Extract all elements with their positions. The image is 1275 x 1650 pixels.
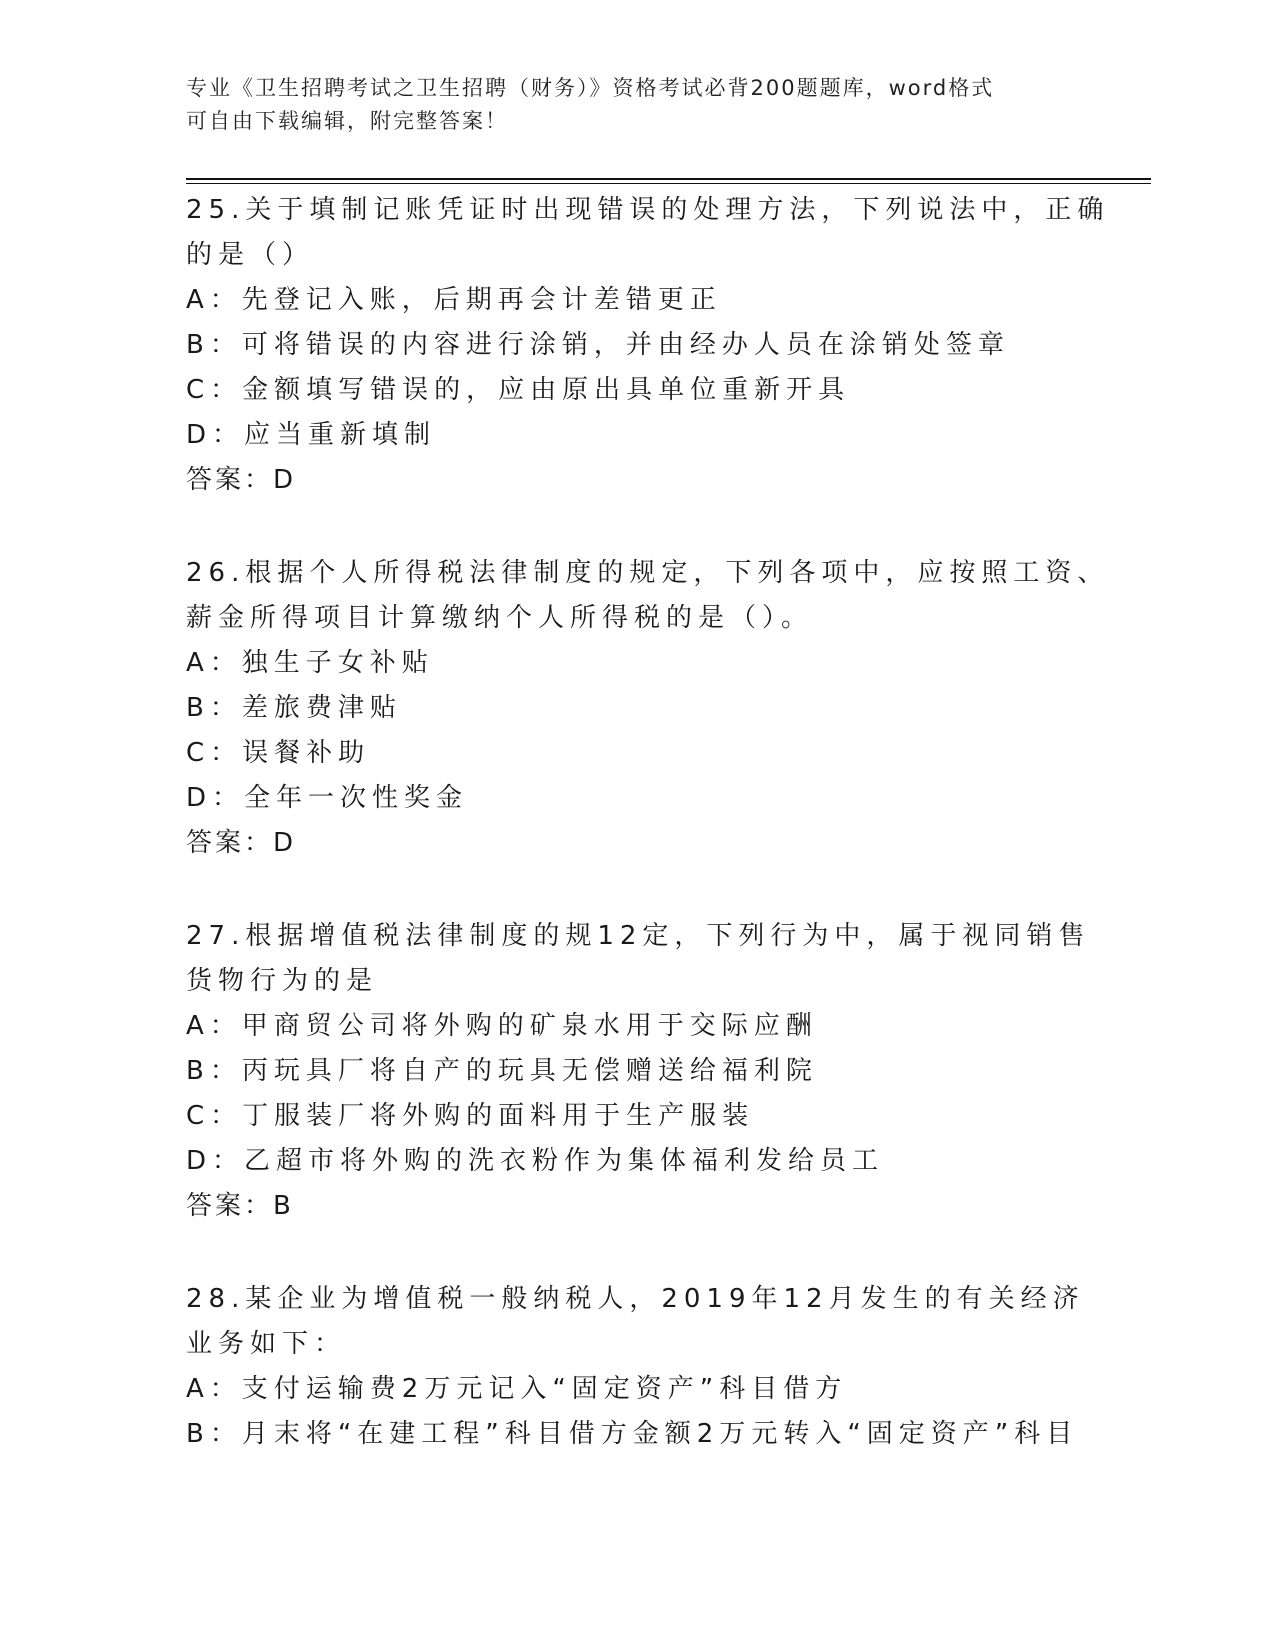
option-b: B：月末将“在建工程”科目借方金额2万元转入“固定资产”科目 (186, 1419, 1079, 1449)
answer: 答案：D (186, 828, 297, 858)
option-d: D：应当重新填制 (186, 420, 437, 450)
document-header (186, 72, 1086, 138)
option-d: D：全年一次性奖金 (186, 783, 469, 813)
option-b: B：丙玩具厂将自产的玩具无偿赠送给福利院 (186, 1056, 818, 1086)
header-intro-line-2: 可自由下载编辑，附完整答案！ (186, 109, 508, 133)
question-27 (186, 914, 1116, 1229)
option-a: A：支付运输费2万元记入“固定资产”科目借方 (186, 1374, 848, 1404)
question-list (186, 188, 1116, 1505)
option-b: B：可将错误的内容进行涂销，并由经办人员在涂销处签章 (186, 330, 1010, 360)
option-b: B：差旅费津贴 (186, 693, 402, 723)
question-text: 25.关于填制记账凭证时出现错误的处理方法，下列说法中，正确的是（） (186, 195, 1110, 270)
option-c: C：金额填写错误的，应由原出具单位重新开具 (186, 375, 851, 405)
header-divider (186, 178, 1151, 184)
option-c: C：丁服装厂将外购的面料用于生产服装 (186, 1101, 755, 1131)
option-c: C：误餐补助 (186, 738, 371, 768)
question-text: 28.某企业为增值税一般纳税人，2019年12月发生的有关经济业务如下： (186, 1284, 1085, 1359)
answer: 答案：D (186, 465, 297, 495)
option-a: A：独生子女补贴 (186, 648, 434, 678)
question-text: 26.根据个人所得税法律制度的规定，下列各项中，应按照工资、薪金所得项目计算缴纳个人所得税的是（）。 (186, 558, 1110, 633)
question-26 (186, 551, 1116, 866)
option-a: A：先登记入账，后期再会计差错更正 (186, 285, 722, 315)
option-a: A：甲商贸公司将外购的矿泉水用于交际应酬 (186, 1011, 818, 1041)
question-28 (186, 1277, 1116, 1457)
header-intro-line-1: 专业《卫生招聘考试之卫生招聘（财务）》资格考试必背200题题库，word格式 (186, 76, 995, 100)
option-d: D：乙超市将外购的洗衣粉作为集体福利发给员工 (186, 1146, 885, 1176)
question-text: 27.根据增值税法律制度的规12定，下列行为中，属于视同销售货物行为的是 (186, 921, 1091, 996)
question-25 (186, 188, 1116, 503)
answer: 答案：B (186, 1191, 294, 1221)
